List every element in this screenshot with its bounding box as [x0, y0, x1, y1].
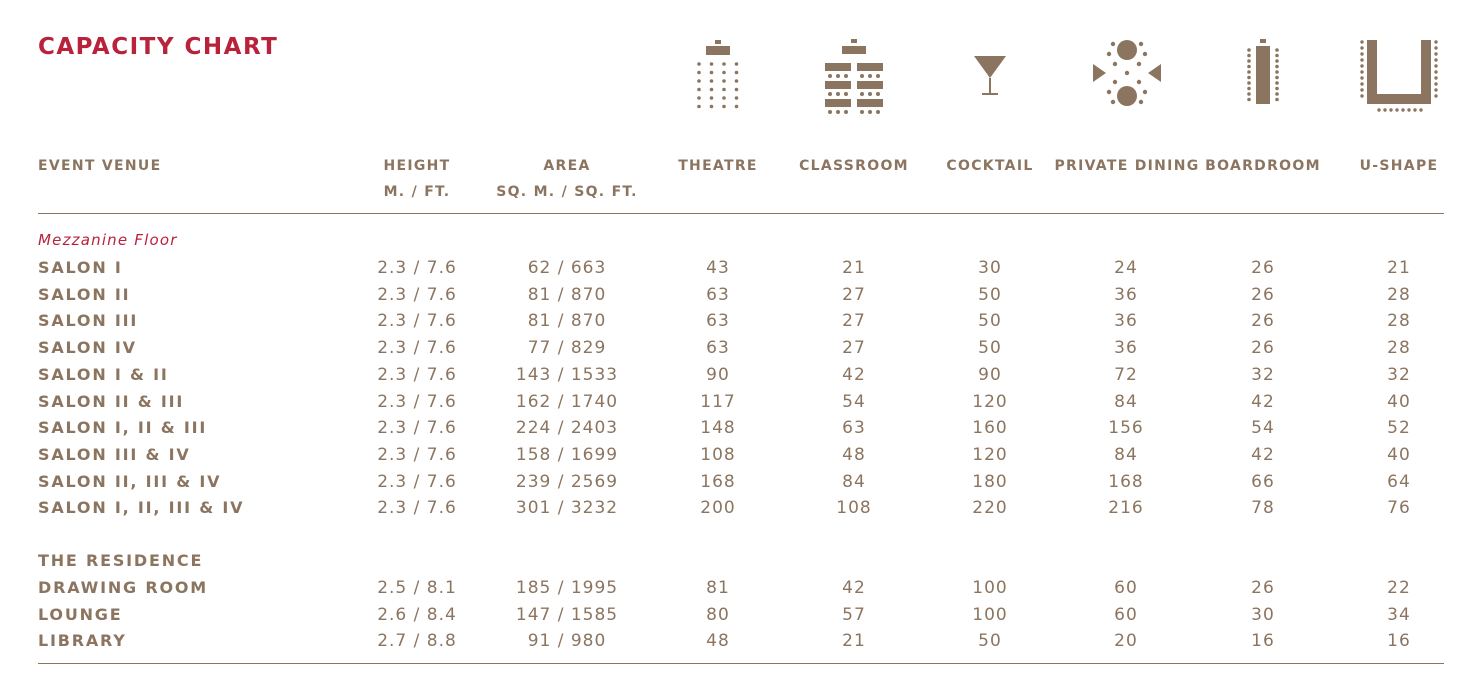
table-cell: 16 — [1387, 631, 1411, 652]
table-cell: 108 — [836, 498, 872, 519]
table-cell: 143 / 1533 — [515, 364, 619, 385]
table-cell: 117 — [700, 391, 736, 412]
boardroom-icon — [1223, 36, 1303, 116]
venue-name: SALON II, III & IV — [38, 471, 222, 491]
table-row — [0, 415, 1472, 441]
table-cell: 26 — [1251, 578, 1275, 598]
header-theatre: THEATRE — [678, 158, 758, 174]
table-row — [0, 442, 1472, 468]
header-classroom: CLASSROOM — [799, 158, 909, 174]
table-cell: 50 — [978, 311, 1002, 332]
table-cell: 200 — [700, 498, 736, 519]
table-cell: 100 — [972, 604, 1008, 625]
table-cell: 20 — [1114, 631, 1138, 652]
table-cell: 239 / 2569 — [515, 471, 619, 492]
venue-name: SALON I, II, III & IV — [38, 498, 245, 518]
table-cell: 36 — [1114, 338, 1138, 359]
table-cell: 120 — [972, 444, 1008, 465]
table-cell: 26 — [1251, 284, 1275, 305]
table-cell: 2.3 / 7.6 — [377, 498, 457, 519]
table-cell: 2.3 / 7.6 — [377, 284, 457, 305]
table-cell: 63 — [842, 418, 866, 439]
table-cell: 32 — [1387, 364, 1411, 385]
table-row — [0, 282, 1472, 308]
table-cell: 2.3 / 7.6 — [377, 258, 457, 278]
table-cell: 34 — [1387, 604, 1411, 625]
table-row — [0, 335, 1472, 361]
table-cell: 158 / 1699 — [515, 444, 619, 465]
table-cell: 22 — [1387, 578, 1411, 598]
table-cell: 30 — [978, 258, 1002, 278]
table-cell: 84 — [842, 471, 866, 492]
venue-name: LIBRARY — [38, 631, 127, 651]
table-cell: 2.6 / 8.4 — [377, 604, 457, 625]
private-dining-icon — [1087, 36, 1167, 116]
table-cell: 42 — [842, 578, 866, 598]
header-divider — [38, 213, 1444, 214]
table-cell: 84 — [1114, 391, 1138, 412]
table-cell: 147 / 1585 — [515, 604, 619, 625]
table-row — [0, 602, 1472, 628]
table-row — [0, 628, 1472, 654]
table-cell: 36 — [1114, 311, 1138, 332]
table-cell: 50 — [978, 338, 1002, 359]
table-cell: 28 — [1387, 284, 1411, 305]
table-cell: 81 / 870 — [527, 311, 607, 332]
table-cell: 26 — [1251, 338, 1275, 359]
venue-name: SALON II — [38, 284, 131, 304]
table-cell: 48 — [842, 444, 866, 465]
table-cell: 81 / 870 — [527, 284, 607, 305]
table-cell: 220 — [972, 498, 1008, 519]
table-cell: 54 — [1251, 418, 1275, 439]
table-cell: 2.5 / 8.1 — [377, 578, 457, 598]
table-cell: 27 — [842, 338, 866, 359]
table-cell: 2.3 / 7.6 — [377, 364, 457, 385]
table-cell: 60 — [1114, 578, 1138, 598]
table-cell: 216 — [1108, 498, 1144, 519]
theatre-icon — [678, 36, 758, 116]
table-cell: 84 — [1114, 444, 1138, 465]
table-cell: 2.3 / 7.6 — [377, 418, 457, 439]
table-cell: 54 — [842, 391, 866, 412]
table-cell: 62 / 663 — [527, 258, 607, 278]
table-cell: 77 / 829 — [527, 338, 607, 359]
table-cell: 26 — [1251, 258, 1275, 278]
table-cell: 224 / 2403 — [515, 418, 619, 439]
table-cell: 21 — [842, 631, 866, 652]
header-height-unit: M. / FT. — [383, 184, 451, 200]
table-cell: 63 — [706, 311, 730, 332]
table-cell: 81 — [706, 578, 730, 598]
venue-name: LOUNGE — [38, 604, 123, 624]
table-cell: 160 — [972, 418, 1008, 439]
cocktail-icon — [950, 36, 1030, 116]
header-area-unit: SQ. M. / SQ. FT. — [496, 184, 638, 200]
table-cell: 2.3 / 7.6 — [377, 444, 457, 465]
footer-divider — [38, 663, 1444, 664]
table-cell: 80 — [706, 604, 730, 625]
table-cell: 63 — [706, 338, 730, 359]
table-row — [0, 362, 1472, 388]
page-title: CAPACITY CHART — [38, 34, 279, 60]
table-cell: 24 — [1114, 258, 1138, 278]
table-cell: 50 — [978, 631, 1002, 652]
table-cell: 2.3 / 7.6 — [377, 338, 457, 359]
table-cell: 2.7 / 8.8 — [377, 631, 457, 652]
table-row — [0, 308, 1472, 334]
table-cell: 64 — [1387, 471, 1411, 492]
header-cocktail: COCKTAIL — [946, 158, 1034, 174]
table-cell: 30 — [1251, 604, 1275, 625]
header-area-label: AREA — [543, 158, 591, 174]
table-row — [0, 469, 1472, 495]
table-cell: 78 — [1251, 498, 1275, 519]
table-cell: 301 / 3232 — [515, 498, 619, 519]
classroom-icon — [814, 36, 894, 116]
venue-name: SALON II & III — [38, 391, 185, 411]
table-cell: 21 — [1387, 258, 1411, 278]
table-cell: 26 — [1251, 311, 1275, 332]
table-cell: 91 / 980 — [527, 631, 607, 652]
section-label-residence: THE RESIDENCE — [38, 551, 204, 570]
table-cell: 42 — [1251, 444, 1275, 465]
venue-name: SALON III — [38, 311, 139, 331]
table-cell: 36 — [1114, 284, 1138, 305]
table-cell: 168 — [1108, 471, 1144, 492]
header-height-label: HEIGHT — [383, 158, 451, 174]
table-cell: 148 — [700, 418, 736, 439]
table-row — [0, 575, 1472, 601]
table-cell: 43 — [706, 258, 730, 278]
table-cell: 66 — [1251, 471, 1275, 492]
header-event-venue: EVENT VENUE — [38, 158, 162, 174]
header-private-dining: PRIVATE DINING — [1054, 158, 1200, 174]
table-cell: 50 — [978, 284, 1002, 305]
table-cell: 76 — [1387, 498, 1411, 519]
table-cell: 40 — [1387, 391, 1411, 412]
venue-name: SALON I, II & III — [38, 418, 208, 438]
header-area — [467, 153, 667, 205]
table-cell: 27 — [842, 311, 866, 332]
table-cell: 90 — [978, 364, 1002, 385]
table-cell: 162 / 1740 — [515, 391, 619, 412]
u-shape-icon — [1359, 36, 1439, 116]
table-cell: 72 — [1114, 364, 1138, 385]
table-cell: 2.3 / 7.6 — [377, 311, 457, 332]
table-cell: 180 — [972, 471, 1008, 492]
table-cell: 28 — [1387, 338, 1411, 359]
table-cell: 120 — [972, 391, 1008, 412]
table-cell: 100 — [972, 578, 1008, 598]
table-cell: 32 — [1251, 364, 1275, 385]
table-cell: 16 — [1251, 631, 1275, 652]
table-cell: 27 — [842, 284, 866, 305]
table-cell: 2.3 / 7.6 — [377, 471, 457, 492]
table-cell: 40 — [1387, 444, 1411, 465]
table-cell: 57 — [842, 604, 866, 625]
venue-name: DRAWING ROOM — [38, 578, 209, 597]
table-cell: 42 — [1251, 391, 1275, 412]
table-row — [0, 389, 1472, 415]
venue-name: SALON IV — [38, 338, 137, 358]
table-row — [0, 255, 1472, 281]
section-label-mezzanine: Mezzanine Floor — [38, 231, 178, 249]
header-boardroom: BOARDROOM — [1205, 158, 1321, 174]
table-cell: 108 — [700, 444, 736, 465]
table-cell: 28 — [1387, 311, 1411, 332]
table-cell: 168 — [700, 471, 736, 492]
table-cell: 21 — [842, 258, 866, 278]
table-cell: 42 — [842, 364, 866, 385]
table-row — [0, 495, 1472, 521]
table-cell: 90 — [706, 364, 730, 385]
table-cell: 156 — [1108, 418, 1144, 439]
table-cell: 60 — [1114, 604, 1138, 625]
table-cell: 2.3 / 7.6 — [377, 391, 457, 412]
table-cell: 48 — [706, 631, 730, 652]
table-cell: 63 — [706, 284, 730, 305]
header-u-shape: U-SHAPE — [1359, 158, 1439, 174]
table-cell: 185 / 1995 — [515, 578, 619, 598]
venue-name: SALON I & II — [38, 364, 169, 384]
table-cell: 52 — [1387, 418, 1411, 439]
venue-name: SALON III & IV — [38, 444, 191, 464]
venue-name: SALON I — [38, 258, 123, 277]
